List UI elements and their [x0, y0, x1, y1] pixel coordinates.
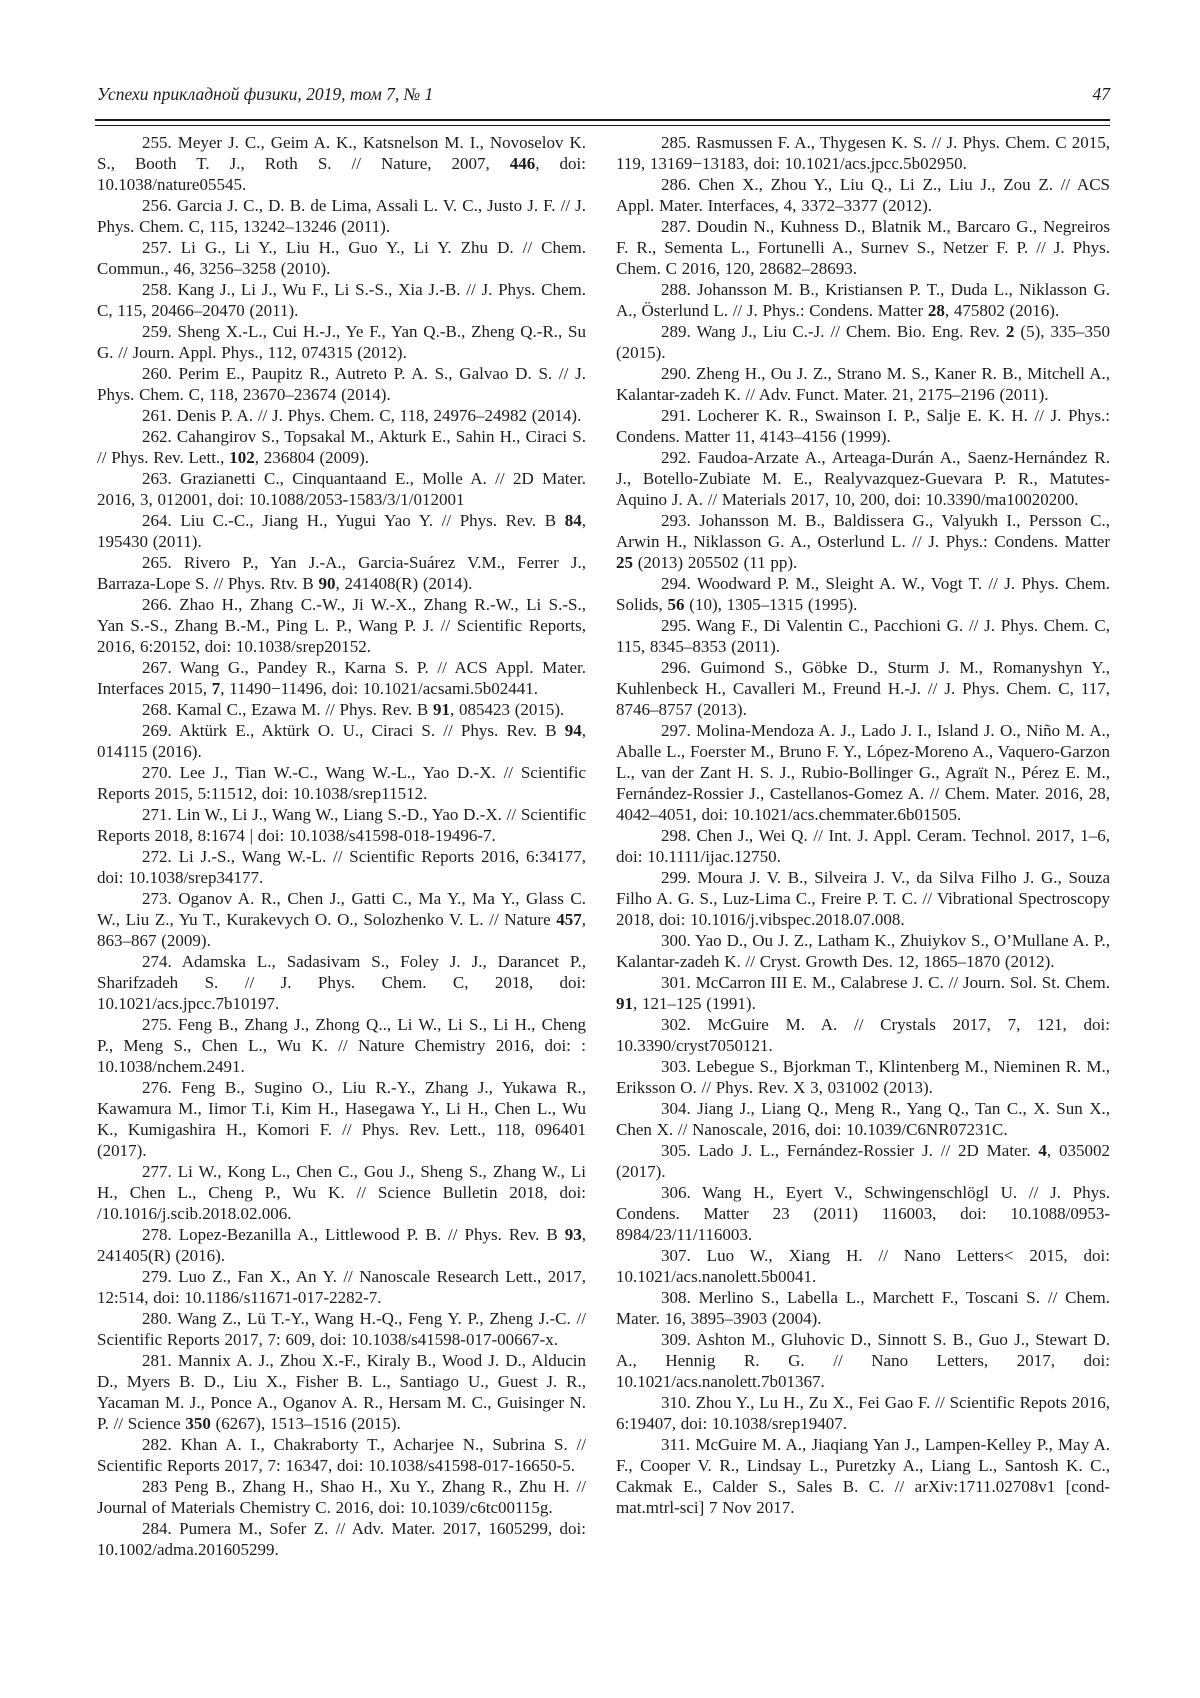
reference-text: 263. Grazianetti C., Cinquantaand E., Molle A. // 2D Mater. 2016, 3, 012001, doi: 10.1088/2053-1583/3/1/012001: [97, 469, 586, 509]
reference-text: 298. Chen J., Wei Q. // Int. J. Appl. Ceram. Technol. 2017, 1–6, doi: 10.1111/ijac.12750.: [616, 826, 1110, 866]
reference-text: 306. Wang H., Eyert V., Schwingenschlögl U. // J. Phys. Condens. Matter 23 (2011) 116003, doi: 10.1088/0953-8984/23/11/116003.: [616, 1183, 1110, 1244]
reference-text: 304. Jiang J., Liang Q., Meng R., Yang Q., Tan C., X. Sun X., Chen X. // Nanoscale, 2016, doi: 10.1039/C6NR07231C.: [616, 1099, 1110, 1139]
reference-text: 309. Ashton M., Gluhovic D., Sinnott S. B., Guo J., Stewart D. A., Hennig R. G. // Nano Letters, 2017, doi: 10.1021/acs.nanolett.7b01367.: [616, 1330, 1110, 1391]
reference-text: 271. Lin W., Li J., Wang W., Liang S.-D., Yao D.-X. // Scientific Reports 2018, 8:1674 | doi: 10.1038/s41598-018-19496-7.: [97, 805, 586, 845]
reference-item: [97, 510, 586, 552]
header-rule: [95, 119, 1110, 126]
reference-text: 261. Denis P. A. // J. Phys. Chem. C, 118, 24976–24982 (2014).: [142, 406, 582, 425]
reference-text: 275. Feng B., Zhang J., Zhong Q.., Li W., Li S., Li H., Cheng P., Meng S., Chen L., Wu K. // Nature Chemistry 2016, doi: : 10.1038/nchem.2491.: [97, 1015, 586, 1076]
reference-text: 270. Lee J., Tian W.-C., Wang W.-L., Yao D.-X. // Scientific Reports 2015, 5:11512, doi: 10.1038/srep11512.: [97, 763, 586, 803]
journal-title: Успехи прикладной физики, 2019, том 7, № 1: [97, 84, 434, 104]
reference-text: (10), 1305–1315 (1995).: [684, 595, 858, 614]
reference-volume-bold: 84: [564, 511, 582, 530]
reference-item: [97, 846, 586, 888]
reference-volume-bold: 56: [667, 595, 685, 614]
reference-item: [97, 1308, 586, 1350]
reference-text: 274. Adamska L., Sadasivam S., Foley J. J., Darancet P., Sharifzadeh S. // J. Phys. Chem. C, 2018, doi: 10.1021/acs.jpcc.7b10197.: [97, 952, 586, 1013]
reference-text: 291. Locherer K. R., Swainson I. P., Salje E. K. H. // J. Phys.: Condens. Matter 11, 4143–4156 (1999).: [616, 406, 1110, 446]
reference-text: 272. Li J.-S., Wang W.-L. // Scientific Reports 2016, 6:34177, doi: 10.1038/srep34177.: [97, 847, 586, 887]
reference-text: 260. Perim E., Paupitz R., Autreto P. A. S., Galvao D. S. // J. Phys. Chem. C, 118, 23670–23674 (2014).: [97, 364, 586, 404]
reference-text: 280. Wang Z., Lü T.-Y., Wang H.-Q., Feng Y. P., Zheng J.-C. // Scientific Reports 2017, 7: 609, doi: 10.1038/s41598-017-00667-x.: [97, 1309, 586, 1349]
reference-volume-bold: 91: [432, 700, 450, 719]
reference-item: [616, 1140, 1110, 1182]
reference-text: , 236804 (2009).: [254, 448, 370, 467]
reference-item: [97, 237, 586, 279]
reference-text: 273. Oganov A. R., Chen J., Gatti C., Ma Y., Ma Y., Glass C. W., Liu Z., Yu T., Kurakevych O. O., Solozhenko V. L. // Nature: [97, 889, 586, 929]
reference-item: [97, 1161, 586, 1224]
reference-text: 287. Doudin N., Kuhness D., Blatnik M., Barcaro G., Negreiros F. R., Sementa L., Fortunelli A., Surnev S., Netzer F. P. // J. Phys. Chem. C 2016, 120, 28682–28693.: [616, 217, 1110, 278]
reference-text: 284. Pumera M., Sofer Z. // Adv. Mater. 2017, 1605299, doi: 10.1002/adma.201605299.: [97, 1519, 586, 1559]
reference-text: 311. McGuire M. A., Jiaqiang Yan J., Lampen-Kelley P., May A. F., Cooper V. R., Lindsay L., Puretzky A., Liang L., Santosh K. C., Cakmak E., Calder S., Sales B. C. // arXiv:1711.02708v1 [cond-mat.mtrl-sci] 7 Nov 2017.: [616, 1435, 1110, 1517]
reference-text: 279. Luo Z., Fan X., An Y. // Nanoscale Research Lett., 2017, 12:514, doi: 10.1186/s11671-017-2282-7.: [97, 1267, 586, 1307]
reference-volume-bold: 102: [229, 448, 255, 467]
reference-item: [97, 195, 586, 237]
reference-volume-bold: 90: [318, 574, 336, 593]
reference-text: 297. Molina-Mendoza A. J., Lado J. I., Island J. O., Niño M. A., Aballe L., Foerster M., Bruno F. Y., López-Moreno A., Vaquero-Garzon L., van der Zant H. S. J., Rubio-Bollinger G., Agraït N., Pérez E. M., Fernández-Rossier J., Castellanos-Gomez A. // Chem. Mater. 2016, 28, 4042–4051, doi: 10.1021/acs.chemmater.6b01505.: [616, 721, 1110, 824]
references-right-column: [616, 132, 1110, 1560]
reference-text: (6267), 1513–1516 (2015).: [210, 1414, 401, 1433]
reference-text: , 121–125 (1991).: [633, 994, 756, 1013]
reference-item: [616, 720, 1110, 825]
references-section: [97, 132, 1110, 1560]
reference-text: 305. Lado J. L., Fernández-Rossier J. // 2D Mater.: [661, 1141, 1039, 1160]
reference-item: [616, 1056, 1110, 1098]
reference-text: , 863–867 (2009).: [97, 910, 586, 950]
reference-item: [97, 132, 586, 195]
reference-item: [616, 972, 1110, 1014]
reference-item: [616, 132, 1110, 174]
reference-text: 293. Johansson M. B., Baldissera G., Valyukh I., Persson C., Arwin H., Niklasson G. A., Osterlund L. // J. Phys.: Condens. Matter: [616, 511, 1110, 551]
reference-text: , 195430 (2011).: [97, 511, 586, 551]
reference-item: [97, 594, 586, 657]
reference-item: [97, 720, 586, 762]
reference-text: 268. Kamal C., Ezawa M. // Phys. Rev. B: [142, 700, 433, 719]
reference-text: , 475802 (2016).: [944, 301, 1060, 320]
reference-item: [616, 867, 1110, 930]
reference-item: [616, 1434, 1110, 1518]
reference-item: [616, 1329, 1110, 1392]
reference-text: 307. Luo W., Xiang H. // Nano Letters< 2015, doi: 10.1021/acs.nanolett.5b0041.: [616, 1246, 1110, 1286]
reference-text: 256. Garcia J. C., D. B. de Lima, Assali L. V. C., Justo J. F. // J. Phys. Chem. C, 115, 13242–13246 (2011).: [97, 196, 586, 236]
reference-item: [616, 405, 1110, 447]
reference-volume-bold: 2: [1005, 322, 1015, 341]
reference-volume-bold: 93: [564, 1225, 582, 1244]
reference-text: 285. Rasmussen F. A., Thygesen K. S. // J. Phys. Chem. C 2015, 119, 13169−13183, doi: 10.1021/acs.jpcc.5b02950.: [616, 133, 1110, 173]
reference-text: 278. Lopez-Bezanilla A., Littlewood P. B. // Phys. Rev. B: [142, 1225, 565, 1244]
reference-volume-bold: 4: [1038, 1141, 1047, 1160]
page-number: 47: [1092, 84, 1110, 104]
reference-text: 296. Guimond S., Göbke D., Sturm J. M., Romanyshyn Y., Kuhlenbeck H., Cavalleri M., Freund H.-J. // J. Phys. Chem. C, 117, 8746–8757 (2013).: [616, 658, 1110, 719]
reference-text: 288. Johansson M. B., Kristiansen P. T., Duda L., Niklasson G. A., Österlund L. // J. Phys.: Condens. Matter: [616, 280, 1110, 320]
reference-text: 276. Feng B., Sugino O., Liu R.-Y., Zhang J., Yukawa R., Kawamura M., Iimor T.i, Kim H., Hasegawa Y., Li H., Chen L., Wu K., Kumigashira H., Komori F. // Phys. Rev. Lett., 118, 096401 (2017).: [97, 1078, 586, 1160]
reference-text: 266. Zhao H., Zhang C.-W., Ji W.-X., Zhang R.-W., Li S.-S., Yan S.-S., Zhang B.-M., Ping L. P., Wang P. J. // Scientific Reports, 2016, 6:20152, doi: 10.1038/srep20152.: [97, 595, 586, 656]
reference-text: 262. Cahangirov S., Topsakal M., Akturk E., Sahin H., Ciraci S. // Phys. Rev. Lett.,: [97, 427, 586, 467]
reference-item: [97, 1014, 586, 1077]
reference-text: 267. Wang G., Pandey R., Karna S. P. // ACS Appl. Mater. Interfaces 2015,: [97, 658, 586, 698]
reference-text: 255. Meyer J. C., Geim A. K., Katsnelson M. I., Novoselov K. S., Booth T. J., Roth S. // Nature, 2007,: [97, 133, 586, 173]
reference-item: [616, 1287, 1110, 1329]
reference-text: 282. Khan A. I., Chakraborty T., Acharjee N., Subrina S. // Scientific Reports 2017, 7: 16347, doi: 10.1038/s41598-017-16650-5.: [97, 1435, 586, 1475]
page-header: [97, 84, 1110, 105]
reference-text: 303. Lebegue S., Bjorkman T., Klintenberg M., Nieminen R. M., Eriksson O. // Phys. Rev. X 3, 031002 (2013).: [616, 1057, 1110, 1097]
reference-text: , 241405(R) (2016).: [97, 1225, 586, 1265]
reference-text: 258. Kang J., Li J., Wu F., Li S.-S., Xia J.-B. // J. Phys. Chem. C, 115, 20466–20470 (2011).: [97, 280, 586, 320]
reference-item: [616, 510, 1110, 573]
reference-item: [616, 1245, 1110, 1287]
reference-item: [616, 279, 1110, 321]
reference-item: [97, 405, 586, 426]
reference-item: [97, 552, 586, 594]
reference-volume-bold: 94: [564, 721, 582, 740]
reference-item: [616, 1182, 1110, 1245]
reference-item: [97, 363, 586, 405]
reference-text: 277. Li W., Kong L., Chen C., Gou J., Sheng S., Zhang W., Li H., Chen L., Cheng P., Wu K. // Science Bulletin 2018, doi: /10.1016/j.scib.2018.02.006.: [97, 1162, 586, 1223]
reference-text: , doi: 10.1038/nature05545.: [97, 154, 586, 194]
reference-item: [616, 447, 1110, 510]
reference-item: [616, 657, 1110, 720]
reference-item: [97, 699, 586, 720]
reference-item: [616, 930, 1110, 972]
reference-volume-bold: 446: [509, 154, 536, 173]
reference-text: , 11490−11496, doi: 10.1021/acsami.5b02441.: [220, 679, 538, 698]
reference-text: 302. McGuire M. A. // Crystals 2017, 7, 121, doi: 10.3390/cryst7050121.: [616, 1015, 1110, 1055]
reference-text: , 241408(R) (2014).: [335, 574, 473, 593]
reference-item: [97, 762, 586, 804]
reference-text: 310. Zhou Y., Lu H., Zu X., Fei Gao F. // Scientific Repots 2016, 6:19407, doi: 10.1038/srep19407.: [616, 1393, 1110, 1433]
reference-item: [97, 279, 586, 321]
reference-volume-bold: 91: [616, 994, 633, 1013]
reference-item: [97, 951, 586, 1014]
reference-text: 257. Li G., Li Y., Liu H., Guo Y., Li Y. Zhu D. // Chem. Commun., 46, 3256–3258 (2010).: [97, 238, 586, 278]
reference-volume-bold: 457: [556, 910, 582, 929]
reference-item: [97, 1350, 586, 1434]
reference-text: 308. Merlino S., Labella L., Marchett F., Toscani S. // Chem. Mater. 16, 3895–3903 (2004).: [616, 1288, 1110, 1328]
reference-item: [616, 1014, 1110, 1056]
reference-volume-bold: 25: [616, 553, 633, 572]
reference-text: 300. Yao D., Ou J. Z., Latham K., Zhuiykov S., O’Mullane A. P., Kalantar-zadeh K. // Cryst. Growth Des. 12, 1865–1870 (2012).: [616, 931, 1110, 971]
reference-volume-bold: 28: [927, 301, 945, 320]
reference-item: [616, 174, 1110, 216]
reference-text: (5), 335–350 (2015).: [616, 322, 1110, 362]
reference-item: [97, 468, 586, 510]
reference-item: [97, 1518, 586, 1560]
reference-text: 283 Peng B., Zhang H., Shao H., Xu Y., Zhang R., Zhu H. // Journal of Materials Chemistry C. 2016, doi: 10.1039/c6tc00115g.: [97, 1477, 586, 1517]
reference-text: , 014115 (2016).: [97, 721, 586, 761]
reference-text: , 035002 (2017).: [616, 1141, 1110, 1181]
reference-text: 265. Rivero P., Yan J.-A., Garcia-Suárez V.M., Ferrer J., Barraza-Lope S. // Phys. Rtv. B: [97, 553, 586, 593]
reference-text: 299. Moura J. V. B., Silveira J. V., da Silva Filho J. G., Souza Filho A. G. S., Luz-Lima C., Freire P. T. C. // Vibrational Spectroscopy 2018, doi: 10.1016/j.vibspec.2018.07.008.: [616, 868, 1110, 929]
reference-text: 295. Wang F., Di Valentin C., Pacchioni G. // J. Phys. Chem. C, 115, 8345–8353 (2011).: [616, 616, 1110, 656]
reference-item: [616, 1392, 1110, 1434]
reference-text: 264. Liu C.-C., Jiang H., Yugui Yao Y. // Phys. Rev. B: [142, 511, 565, 530]
reference-text: (2013) 205502 (11 pp).: [633, 553, 798, 572]
reference-item: [97, 1476, 586, 1518]
reference-text: 286. Chen X., Zhou Y., Liu Q., Li Z., Liu J., Zou Z. // ACS Appl. Mater. Interfaces, 4, 3372–3377 (2012).: [616, 175, 1110, 215]
reference-item: [616, 321, 1110, 363]
reference-item: [616, 825, 1110, 867]
reference-volume-bold: 350: [185, 1414, 211, 1433]
reference-item: [97, 888, 586, 951]
reference-item: [97, 1266, 586, 1308]
reference-item: [97, 321, 586, 363]
reference-text: 269. Aktürk E., Aktürk O. U., Ciraci S. // Phys. Rev. B: [142, 721, 565, 740]
reference-item: [97, 1077, 586, 1161]
reference-text: 292. Faudoa-Arzate A., Arteaga-Durán A., Saenz-Hernández R. J., Botello-Zubiate M. E., Realyvazquez-Guevara P. R., Matutes-Aquino J. A. // Materials 2017, 10, 200, doi: 10.3390/ma10020200.: [616, 448, 1110, 509]
reference-item: [616, 573, 1110, 615]
reference-item: [97, 804, 586, 846]
reference-item: [616, 216, 1110, 279]
reference-item: [97, 1224, 586, 1266]
reference-text: 290. Zheng H., Ou J. Z., Strano M. S., Kaner R. B., Mitchell A., Kalantar-zadeh K. // Adv. Funct. Mater. 21, 2175–2196 (2011).: [616, 364, 1110, 404]
reference-text: , 085423 (2015).: [449, 700, 565, 719]
reference-item: [97, 1434, 586, 1476]
reference-text: 259. Sheng X.-L., Cui H.-J., Ye F., Yan Q.-B., Zheng Q.-R., Su G. // Journ. Appl. Phys., 112, 074315 (2012).: [97, 322, 586, 362]
reference-text: 289. Wang J., Liu C.-J. // Chem. Bio. Eng. Rev.: [661, 322, 1006, 341]
reference-text: 281. Mannix A. J., Zhou X.-F., Kiraly B., Wood J. D., Alducin D., Myers B. D., Liu X., Fisher B. L., Santiago U., Guest J. R., Yacaman M. J., Ponce A., Oganov A. R., Hersam M. C., Guisinger N. P. // Science: [97, 1351, 586, 1433]
reference-volume-bold: 7: [211, 679, 221, 698]
reference-item: [97, 657, 586, 699]
reference-item: [616, 1098, 1110, 1140]
reference-text: 294. Woodward P. M., Sleight A. W., Vogt T. // J. Phys. Chem. Solids,: [616, 574, 1110, 614]
reference-text: 301. McCarron III E. M., Calabrese J. C. // Journ. Sol. St. Chem.: [661, 973, 1110, 992]
reference-item: [616, 615, 1110, 657]
reference-item: [97, 426, 586, 468]
references-left-column: [97, 132, 586, 1560]
reference-item: [616, 363, 1110, 405]
